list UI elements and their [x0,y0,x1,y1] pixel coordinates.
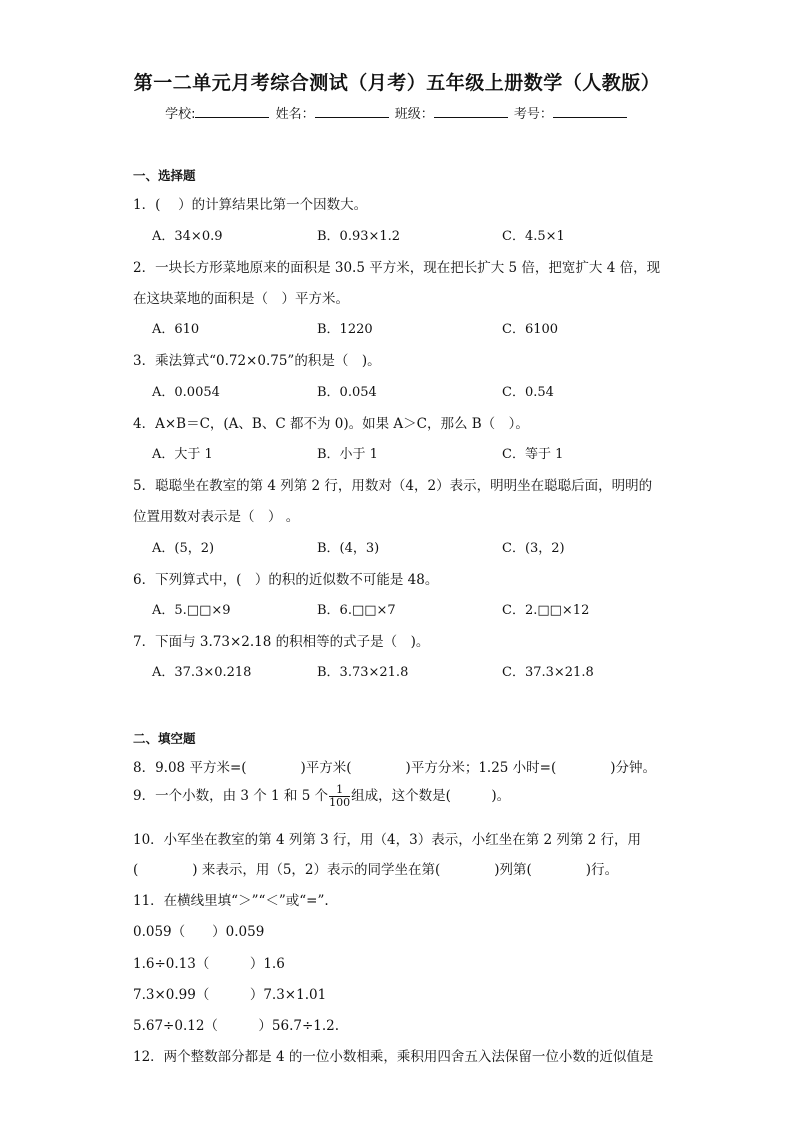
q9-fraction-denominator: 100 [329,796,351,809]
school-label: 学校: [165,107,196,122]
q5-option-c[interactable]: C．(3，2) [502,541,565,556]
q3-option-b[interactable]: B．0.054 [317,385,377,400]
name-blank[interactable] [315,105,389,118]
q6-option-c[interactable]: C．2.□□×12 [502,603,590,618]
q3-option-c[interactable]: C．0.54 [502,385,554,400]
question-2-line-2: 在这块菜地的面积是（ ）平方米。 [133,291,349,307]
q9-fraction [329,784,350,809]
q7-option-a[interactable]: A．37.3×0.218 [152,665,252,680]
question-10-line-1: 10．小军坐在教室的第 4 列第 3 行，用（4，3）表示，小红坐在第 2 列第 2 行，用 [133,832,642,848]
question-6: 6．下列算式中，( ）的积的近似数不可能是 48。 [133,572,439,588]
section-fill-heading: 二、填空题 [133,731,196,746]
q7-option-b[interactable]: B．3.73×21.8 [317,665,409,680]
q9-text-before: 9．一个小数，由 3 个 1 和 5 个 [133,788,329,804]
q4-option-c[interactable]: C．等于 1 [502,447,564,462]
number-label: 考号： [513,107,553,122]
q2-option-c[interactable]: C．6100 [502,322,559,337]
q4-option-b[interactable]: B．小于 1 [317,447,378,462]
question-5-line-1: 5．聪聪坐在教室的第 4 列第 2 行，用数对（4，2）表示，明明坐在聪聪后面，明明的 [133,478,653,494]
question-12: 12．两个整数部分都是 4 的一位小数相乘，乘积用四舍五入法保留一位小数的近似值是 [133,1049,654,1065]
school-blank[interactable] [195,105,269,118]
question-8: 8．9.08 平方米=( )平方米( )平方分米；1.25 小时=( )分钟。 [133,760,657,776]
question-1: 1．( ）的计算结果比第一个因数大。 [133,197,368,213]
number-blank[interactable] [553,105,627,118]
student-info-row [0,103,794,122]
q3-option-a[interactable]: A．0.0054 [152,385,220,400]
question-7: 7．下面与 3.73×2.18 的积相等的式子是（ )。 [133,634,430,650]
question-3: 3．乘法算式“0.72×0.75”的积是（ )。 [133,353,381,369]
q11-comparison-4: 5.67÷0.12（ ）56.7÷1.2. [133,1018,340,1034]
q11-comparison-3: 7.3×0.99（ ）7.3×1.01 [133,987,327,1003]
question-10-line-2: ( ) 来表示，用（5，2）表示的同学坐在第( )列第( )行。 [133,862,619,878]
q11-comparison-2: 1.6÷0.13（ ）1.6 [133,956,285,972]
q1-option-a[interactable]: A．34×0.9 [152,229,223,244]
class-label: 班级： [394,107,434,122]
q9-fraction-numerator: 1 [329,784,350,797]
q9-text-after: 组成，这个数是( )。 [351,788,511,804]
question-11: 11．在横线里填“＞”“＜”或“=”. [133,893,329,909]
section-choice-heading: 一、选择题 [133,168,196,183]
q1-option-c[interactable]: C．4.5×1 [502,229,565,244]
q2-option-a[interactable]: A．610 [152,322,200,337]
q4-option-a[interactable]: A．大于 1 [152,447,213,462]
name-label: 姓名： [275,107,315,122]
question-9 [133,784,510,809]
q2-option-b[interactable]: B．1220 [317,322,373,337]
question-2-line-1: 2．一块长方形菜地原来的面积是 30.5 平方米，现在把长扩大 5 倍，把宽扩大 4 倍，现 [133,260,661,276]
question-5-line-2: 位置用数对表示是（ ） 。 [133,509,300,525]
class-blank[interactable] [434,105,508,118]
q6-option-b[interactable]: B．6.□□×7 [317,603,396,618]
q6-option-a[interactable]: A．5.□□×9 [152,603,231,618]
q7-option-c[interactable]: C．37.3×21.8 [502,665,594,680]
question-4: 4．A×B＝C，(A、B、C 都不为 0)。如果 A＞C，那么 B（ ）。 [133,416,529,432]
q5-option-b[interactable]: B．(4，3) [317,541,380,556]
q5-option-a[interactable]: A．(5，2) [152,541,215,556]
q11-comparison-1: 0.059（ ）0.059 [133,924,265,940]
q1-option-b[interactable]: B．0.93×1.2 [317,229,401,244]
page-title: 第一二单元月考综合测试（月考）五年级上册数学（人教版） [133,72,661,94]
